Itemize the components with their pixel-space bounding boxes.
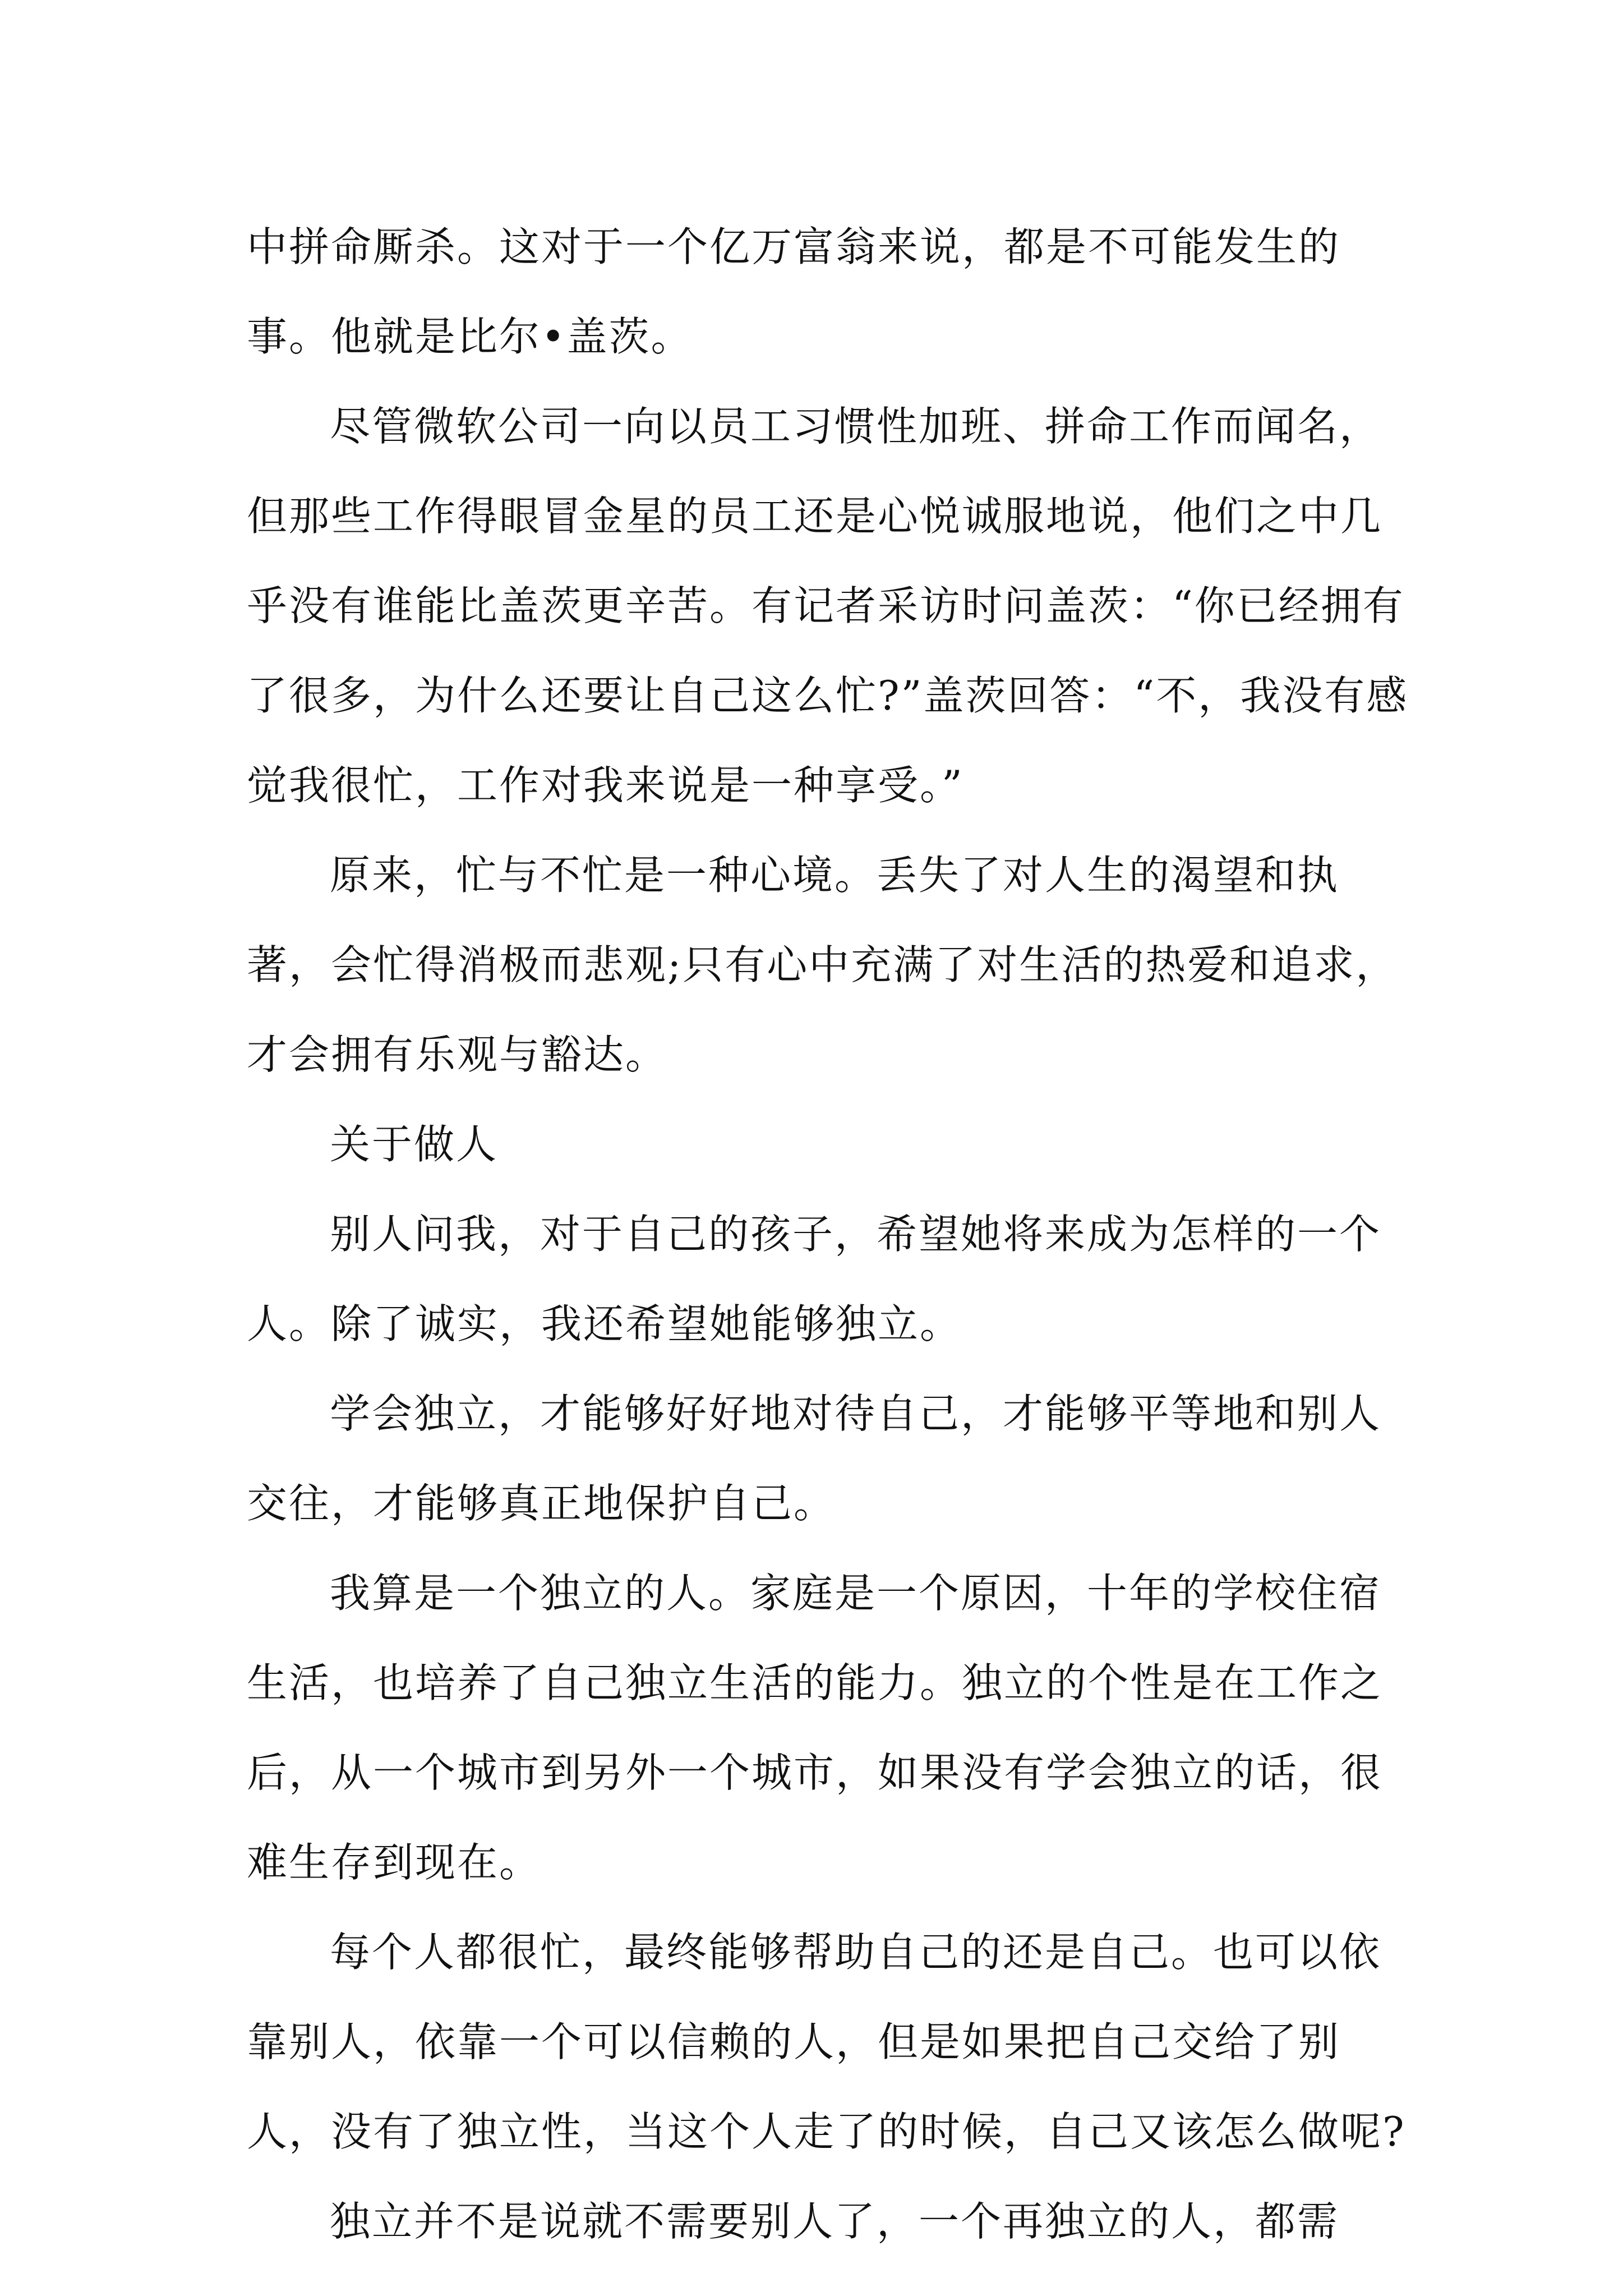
paragraph: 中拼命厮杀。这对于一个亿万富翁来说，都是不可能发生的事。他就是比尔•盖茨。 bbox=[247, 223, 1341, 360]
document-body bbox=[247, 202, 1413, 2266]
paragraph: 学会独立，才能够好好地对待自己，才能够平等地和别人交往，才能够真正地保护自己。 bbox=[247, 1390, 1382, 1527]
paragraph: 别人问我，对于自己的孩子，希望她将来成为怎样的一个人。除了诚实，我还希望她能够独立。 bbox=[247, 1211, 1382, 1347]
paragraph: 我算是一个独立的人。家庭是一个原因，十年的学校住宿生活，也培养了自己独立生活的能力。独立的个性是在工作之后，从一个城市到另外一个城市，如果没有学会独立的话，很难生存到现在。 bbox=[247, 1570, 1383, 1886]
section-heading: 关于做人 bbox=[330, 1121, 499, 1168]
paragraph: 每个人都很忙，最终能够帮助自己的还是自己。也可以依靠别人，依靠一个可以信赖的人，但是如果把自己交给了别人，没有了独立性，当这个人走了的时候，自己又该怎么做呢? bbox=[247, 1929, 1406, 2155]
paragraph: 独立并不是说就不需要别人了，一个再独立的人，都需 bbox=[330, 2198, 1340, 2245]
paragraph: 原来，忙与不忙是一种心境。丢失了对人生的渴望和执著，会忙得消极而悲观;只有心中充满了对生活的热爱和追求，才会拥有乐观与豁达。 bbox=[247, 852, 1398, 1078]
paragraph: 尽管微软公司一向以员工习惯性加班、拼命工作而闻名，但那些工作得眼冒金星的员工还是心悦诚服地说，他们之中几乎没有谁能比盖茨更辛苦。有记者采访时问盖茨：“你已经拥有了很多，为什么还要让自己这么忙?”盖茨回答：“不，我没有感觉我很忙，工作对我来说是一种享受。” bbox=[247, 403, 1409, 809]
